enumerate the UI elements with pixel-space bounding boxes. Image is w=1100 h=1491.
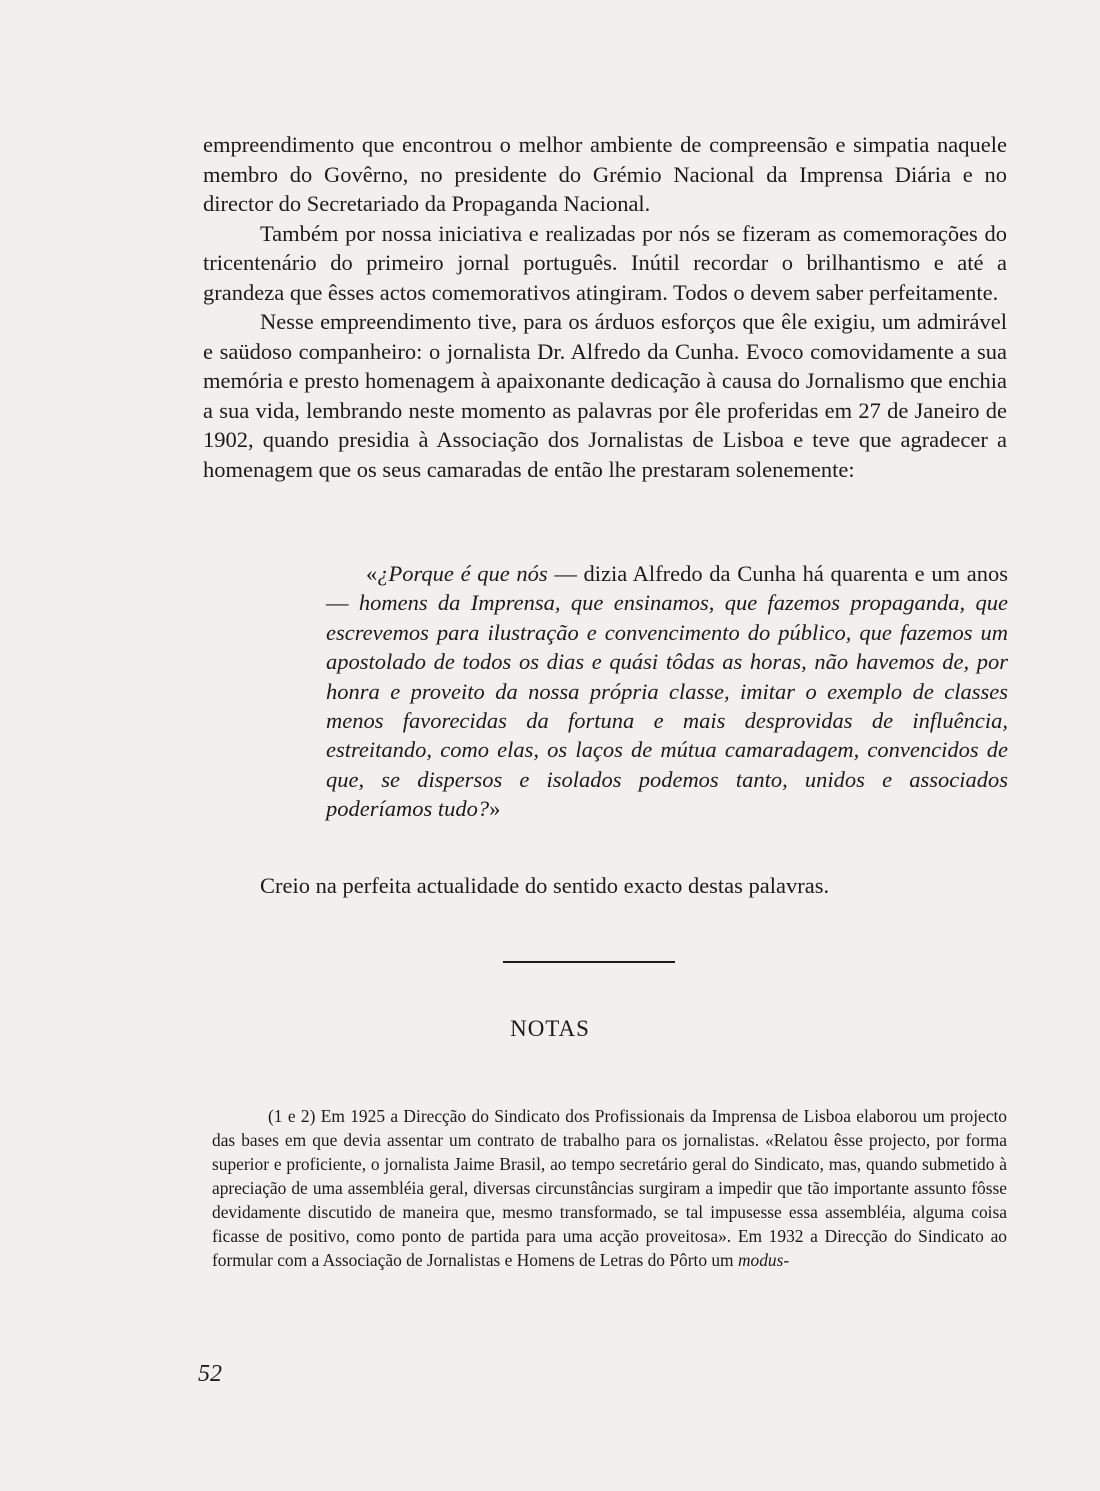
section-divider <box>503 961 675 963</box>
quote-part-2: homens da Imprensa, que ensinamos, que fazemos propaganda, que escrevemos para ilustração e convencimento do público, que fazemos um apostolado de todos os dias e quási tôdas as horas, não havemos de, por honra e proveito da nossa própria classe, imitar o exemplo de classes menos favorecidas da fortuna e mais desprovidas de influência, estreitando, como elas, os laços de mútua camaradagem, convencidos de que, se dispersos e isolados podemos tanto, unidos e associados poderíamos tudo? <box>326 590 1008 822</box>
quote-part-1: ¿Porque é que nós <box>377 561 548 586</box>
footnotes <box>212 1104 1007 1272</box>
footnote-ref: (1 e 2) <box>268 1106 316 1126</box>
quote-open-mark: « <box>366 561 378 586</box>
quote-text <box>326 559 1008 824</box>
paragraph-2: Também por nossa iniciativa e realizadas por nós se fizeram as comemorações do tricentenário do primeiro jornal português. Inútil recordar o brilhantismo e até a grandeza que êsses actos comemorativos atingiram. Todos o devem saber perfeitamente. <box>203 220 1007 305</box>
quote-close-mark: » <box>489 796 501 822</box>
paragraph-3: Nesse empreendimento tive, para os árduos esforços que êle exigiu, um admirável e saüdoso companheiro: o jornalista Dr. Alfredo da Cunha. Evoco comovidamente a sua memória e presto homenagem à apaixonante dedicação à causa do Jornalismo que enchia a sua vida, lembrando neste momento as palavras por êle proferidas em 27 de Janeiro de 1902, quando presidia à Associação dos Jornalistas de Lisboa e teve que agradecer a homenagem que os seus camaradas de então lhe prestaram solenemente: <box>203 309 1007 482</box>
footnote-last-word: modus- <box>737 1250 790 1270</box>
quote-interjection: — dizia Alfredo da Cunha há quarenta e um anos — <box>326 561 1008 616</box>
block-quote <box>326 559 1008 824</box>
notes-heading: NOTAS <box>510 1016 590 1041</box>
page-number: 52 <box>198 1361 222 1387</box>
footnote-1-2 <box>212 1104 1007 1272</box>
closing-sentence: Creio na perfeita actualidade do sentido exacto destas palavras. <box>260 873 830 898</box>
paragraph-1: empreendimento que encontrou o melhor ambiente de compreensão e simpatia naquele membro do Govêrno, no presidente do Grémio Nacional da Imprensa Diária e no director do Secretariado da Propaganda Nacional. <box>203 132 1007 216</box>
footnote-text: Em 1925 a Direcção do Sindicato dos Profissionais da Imprensa de Lisboa elaborou um projecto das bases em que devia assentar um contrato de trabalho para os jornalistas. «Relatou êsse projecto, por forma superior e proficiente, o jornalista Jaime Brasil, ao tempo secretário geral do Sindicato, mas, quando submetido à apreciação de uma assembléia geral, diversas circunstâncias surgiram a impedir que tão importante assunto fôsse devidamente discutido de maneira que, mesmo transformado, se tal impusesse essa assembléia, alguma coisa ficasse de positivo, como ponto de partida para uma acção proveitosa». Em 1932 a Direcção do Sindicato ao formular com a Associação de Jornalistas e Homens de Letras do Pôrto um <box>212 1106 1007 1270</box>
body-text <box>203 130 1007 484</box>
